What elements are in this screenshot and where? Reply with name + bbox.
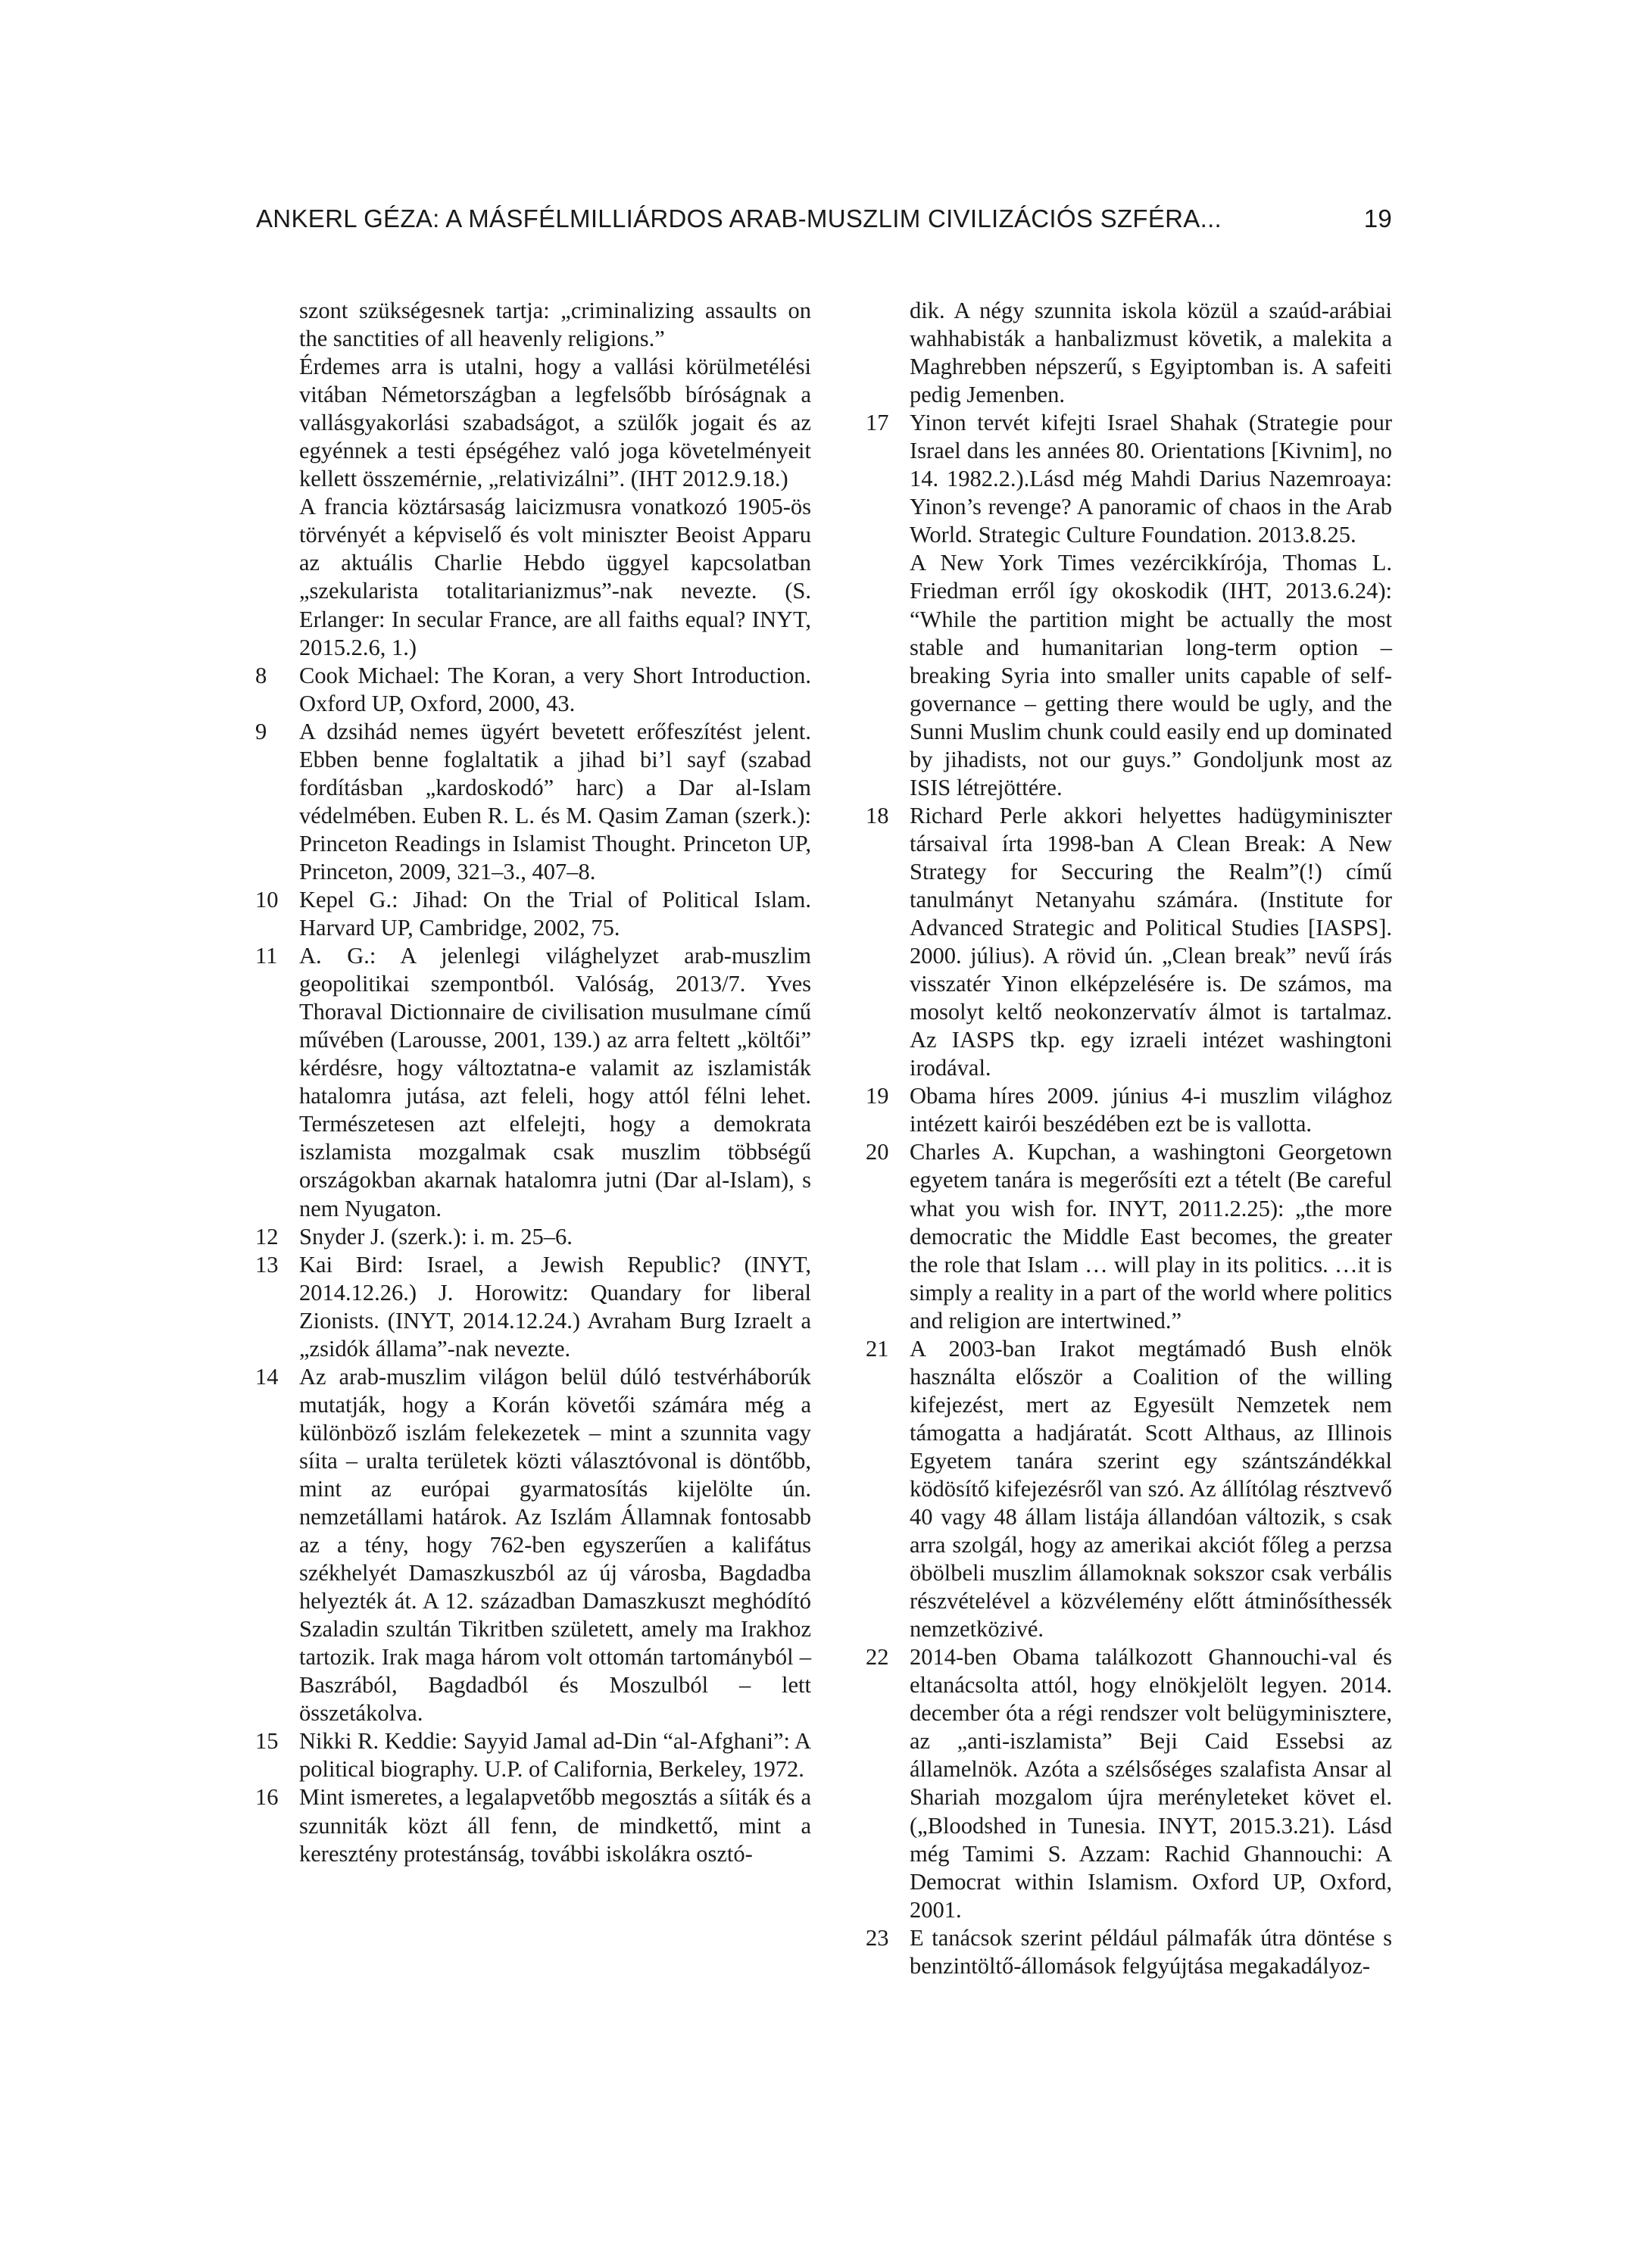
footnote-14 [255, 1363, 811, 1728]
continuation-paragraph: szont szükségesnek tartja: „criminalizing assaults on the sanctities of all heavenly religions.” [299, 298, 811, 352]
footnote-number: 13 [255, 1251, 279, 1278]
right-column [866, 297, 1392, 1980]
footnote-11 [255, 942, 811, 1222]
running-title: ANKERL GÉZA: A MÁSFÉLMILLIÁRDOS ARAB-MUSZLIM CIVILIZÁCIÓS SZFÉRA... [256, 204, 1222, 232]
footnote-number: 19 [866, 1083, 889, 1109]
continuation-paragraph: A francia köztársaság laicizmusra vonatkozó 1905-ös törvényét a képviselő és volt miniszter Beoist Apparu az aktuális Charlie Hebdo üggyel kapcsolatban „szekularista totalitarianizmus”-nak nevezte. (S. Erlanger: In secular France, are all faiths equal? INYT, 2015.2.6, 1.) [299, 494, 811, 660]
footnote-number: 14 [255, 1363, 279, 1390]
footnote-12 [255, 1223, 811, 1251]
footnote-13 [255, 1251, 811, 1363]
page-number: 19 [1363, 204, 1392, 232]
footnote-number: 23 [866, 1924, 889, 1951]
footnote-9 [255, 718, 811, 886]
footnote-text: Mint ismeretes, a legalapvetőbb megosztás a síiták és a szunniták közt áll fenn, de mindkettő, mint a keresztény protestánság, további iskolákra osztó- [299, 1784, 811, 1867]
footnote-text: E tanácsok szerint például pálmafák útra döntése s benzintöltő-állomások felgyújtása megakadályoz- [910, 1924, 1392, 1979]
footnote-number: 15 [255, 1728, 279, 1755]
footnote-number: 9 [255, 718, 267, 744]
footnote-text: Kepel G.: Jihad: On the Trial of Political Islam. Harvard UP, Cambridge, 2002, 75. [299, 886, 811, 941]
footnote-text: Snyder J. (szerk.): i. m. 25–6. [299, 1223, 573, 1249]
footnote-20 [866, 1138, 1392, 1334]
footnote-text: A 2003-ban Irakot megtámadó Bush elnök használta először a Coalition of the willing kifejezést, mert az Egyesült Nemzetek nem támogatta a hadjáratát. Scott Althaus, az Illinois Egyetem tanára szerint egy szántszándékkal ködösítő kifejezésről van szó. Az állítólag résztvevő 40 vagy 48 állam listája állandóan változik, s csak arra szolgál, hogy az amerikai akciót főleg a perzsa öbölbeli muszlim államoknak sokszor csak verbális részvételével a közvélemény előtt átminősíthessék nemzetközivé. [910, 1335, 1392, 1643]
continuation-paragraph: dik. A négy szunnita iskola közül a szaúd-arábiai wahhabisták a hanbalizmust követik, a malekita a Maghrebben népszerű, s Egyiptomban is. A safeiti pedig Jemenben. [910, 298, 1392, 408]
footnote-18 [866, 802, 1392, 1082]
footnote-number: 8 [255, 662, 267, 688]
footnote-text: Richard Perle akkori helyettes hadügyminiszter társaival írta 1998-ban A Clean Break: A New Strategy for Seccuring the Realm”(!) című tanulmányt Netanyahu számára. (Institute for Advanced Strategic and Political Studies [IASPS]. 2000. július). A rövid ún. „Clean break” nevű írás visszatér Yinon elképzelésére is. De számos, ma mosolyt keltő neokonzervatív álmot is tartalmaz. Az IASPS tkp. egy izraeli intézet washingtoni irodával. [910, 802, 1392, 1081]
right-continuation [866, 297, 1392, 409]
footnote-text: 2014-ben Obama találkozott Ghannouchi-val és eltanácsolta attól, hogy elnökjelölt legyen. 2014. december óta a régi rendszer volt belügyminisztere, az „anti-iszlamista” Beji Caid Essebsi az államelnök. Azóta a szélsőséges szalafista Ansar al Shariah mozgalom újra merényleteket követ el. („Bloodshed in Tunesia. INYT, 2015.3.21). Lásd még Tamimi S. Azzam: Rachid Ghannouchi: A Democrat within Islamism. Oxford UP, Oxford, 2001. [910, 1644, 1392, 1923]
footnote-10 [255, 886, 811, 942]
footnote-number: 20 [866, 1139, 889, 1165]
footnote-text: A dzsihád nemes ügyért bevetett erőfeszítést jelent. Ebben benne foglaltatik a jihad bi’l sayf (szabad fordításban „kardoskodó” harc) a Dar al-Islam védelmében. Euben R. L. és M. Qasim Zaman (szerk.): Princeton Readings in Islamist Thought. Princeton UP, Princeton, 2009, 321–3., 407–8. [299, 718, 811, 884]
footnote-text: Obama híres 2009. június 4-i muszlim világhoz intézett kairói beszédében ezt be is vallotta. [910, 1083, 1392, 1137]
footnote-number: 22 [866, 1644, 889, 1671]
footnote-17 [866, 409, 1392, 802]
footnote-text: Kai Bird: Israel, a Jewish Republic? (INYT, 2014.12.26.) J. Horowitz: Quandary for liberal Zionists. (INYT, 2014.12.24.) Avraham Burg Izraelt a „zsidók állama”-nak nevezte. [299, 1251, 811, 1362]
footnote-text: Cook Michael: The Koran, a very Short Introduction. Oxford UP, Oxford, 2000, 43. [299, 662, 811, 716]
footnote-text: Yinon tervét kifejti Israel Shahak (Strategie pour Israel dans les années 80. Orientations [Kivnim], no 14. 1982.2.).Lásd még Mahdi Darius Nazemroaya: Yinon’s revenge? A panoramic of chaos in the Arab World. Strategic Culture Foundation. 2013.8.25. [910, 410, 1392, 548]
footnote-22 [866, 1643, 1392, 1923]
footnote-text: Az arab-muszlim világon belül dúló testvérháborúk mutatják, hogy a Korán követői számára még a különböző iszlám felekezetek – mint a szunnita vagy síita – uralta területek közti választóvonal is döntőbb, mint az európai gyarmatosítás kijelölte ún. nemzetállami határok. Az Iszlám Államnak fontosabb az a tény, hogy 762-ben egyszerűen a kalifátus székhelyét Damaszkuszból az új városba, Bagdadba helyezték át. A 12. században Damaszkuszt meghódító Szaladin szultán Tikritben született, amely ma Irakhoz tartozik. Irak maga három volt ottomán tartományból – Baszrából, Bagdadból és Moszulból – lett összetákolva. [299, 1363, 811, 1727]
footnote-number: 11 [255, 943, 278, 969]
footnote-16 [255, 1783, 811, 1867]
footnote-number: 10 [255, 886, 279, 913]
footnote-number: 21 [866, 1335, 889, 1362]
continuation-paragraph: Érdemes arra is utalni, hogy a vallási körülmetélési vitában Németországban a legfelsőbb bíróságnak a vallásgyakorlási szabadságot, a szülők jogait és az egyénnek a testi épségéhez való joga követelményeit kellett összemérnie, „relativizálni”. (IHT 2012.9.18.) [299, 354, 811, 492]
footnote-text: Charles A. Kupchan, a washingtoni Georgetown egyetem tanára is megerősíti ezt a tételt (Be careful what you wish for. INYT, 2011.2.25): „the more democratic the Middle East becomes, the greater the role that Islam … will play in its politics. …it is simply a reality in a part of the world where politics and religion are intertwined.” [910, 1139, 1392, 1334]
left-continuation [255, 297, 811, 662]
footnote-21 [866, 1335, 1392, 1644]
footnote-8 [255, 662, 811, 718]
footnote-number: 12 [255, 1223, 279, 1249]
footnote-text: A. G.: A jelenlegi világhelyzet arab-muszlim geopolitikai szempontból. Valóság, 2013/7. Yves Thoraval Dictionnaire de civilisation musulmane című művében (Larousse, 2001, 139.) az arra feltett „költői” kérdésre, hogy változtatna-e valamit az iszlamisták hatalomra jutása, azt feleli, hogy attól félni lehet. Természetesen azt elfelejti, hogy a demokrata iszlamista mozgalmak csak muszlim többségű országokban akarnak hatalomra jutni (Dar al-Islam), s nem Nyugaton. [299, 943, 811, 1221]
left-column [255, 297, 811, 1868]
footnote-number: 17 [866, 410, 889, 436]
footnote-15 [255, 1727, 811, 1783]
footnote-extra-paragraph: A New York Times vezércikkírója, Thomas L. Friedman erről így okoskodik (IHT, 2013.6.24): “While the partition might be actually the most stable and humanitarian long-term option – breaking Syria into smaller units capable of self-governance – getting there would be ugly, and the Sunni Muslim chunk could easily end up dominated by jihadists, not our guys.” Gondoljunk most az ISIS létrejöttére. [910, 550, 1392, 800]
footnote-19 [866, 1082, 1392, 1138]
footnote-23 [866, 1924, 1392, 1980]
footnote-number: 18 [866, 802, 889, 828]
running-header [256, 204, 1392, 233]
footnote-text: Nikki R. Keddie: Sayyid Jamal ad-Din “al-Afghani”: A political biography. U.P. of California, Berkeley, 1972. [299, 1728, 811, 1783]
footnote-number: 16 [255, 1784, 279, 1811]
